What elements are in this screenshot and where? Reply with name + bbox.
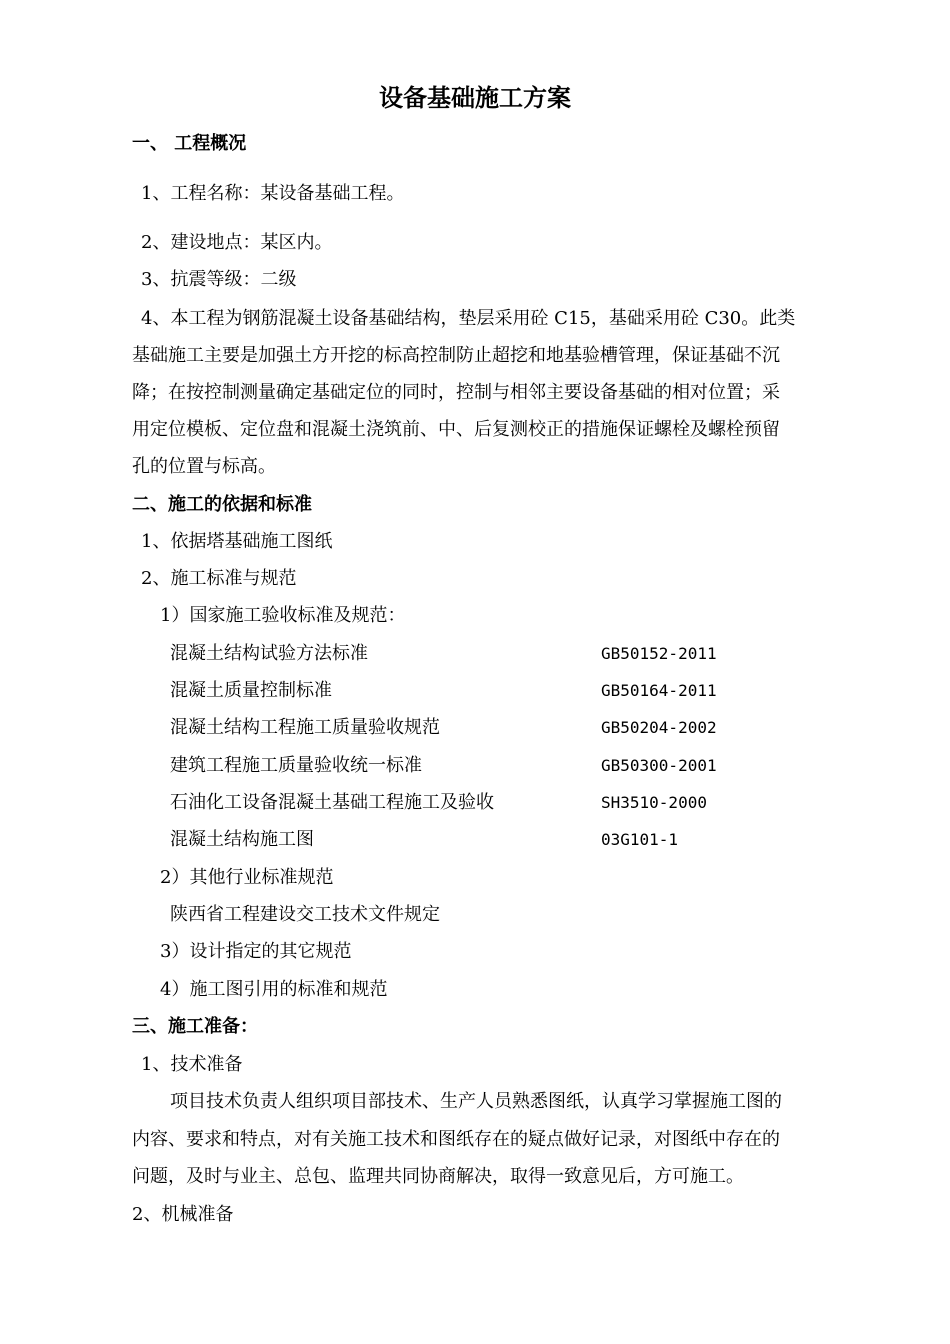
structure-description-line: 用定位模板、定位盘和混凝土浇筑前、中、后复测校正的措施保证螺栓及螺栓预留 <box>132 419 780 440</box>
standard-name: 混凝土结构试验方法标准 <box>170 643 368 664</box>
standard-name: 混凝土结构工程施工质量验收规范 <box>170 717 440 738</box>
construction-site-item: 2、建设地点：某区内。 <box>141 232 333 253</box>
section-3-heading: 三、施工准备： <box>132 1016 258 1037</box>
structure-description-line: 孔的位置与标高。 <box>132 456 276 477</box>
machinery-preparation-item: 2、机械准备 <box>132 1204 234 1225</box>
technical-preparation-paragraph-line: 项目技术负责人组织项目部技术、生产人员熟悉图纸，认真学习掌握施工图的 <box>170 1091 782 1112</box>
structure-description-line: 4、本工程为钢筋混凝土设备基础结构，垫层采用砼 C15，基础采用砼 C30。此类 <box>141 308 796 329</box>
standard-name: 混凝土结构施工图 <box>170 829 314 850</box>
standard-name: 石油化工设备混凝土基础工程施工及验收 <box>170 792 494 813</box>
standard-name: 混凝土质量控制标准 <box>170 680 332 701</box>
standard-name: 建筑工程施工质量验收统一标准 <box>170 755 422 776</box>
standard-code: SH3510-2000 <box>601 793 707 812</box>
technical-preparation-paragraph-line: 问题，及时与业主、总包、监理共同协商解决，取得一致意见后，方可施工。 <box>132 1166 744 1187</box>
national-standards-subheading: 1）国家施工验收标准及规范： <box>160 605 406 626</box>
standard-code: 03G101-1 <box>601 830 679 849</box>
technical-preparation-paragraph-line: 内容、要求和特点，对有关施工技术和图纸存在的疑点做好记录，对图纸中存在的 <box>132 1129 780 1150</box>
industry-standards-subheading: 2）其他行业标准规范 <box>160 867 334 888</box>
standard-code: GB50204-2002 <box>601 718 717 737</box>
drawing-referenced-standards-subheading: 4）施工图引用的标准和规范 <box>160 979 388 1000</box>
standard-code: GB50164-2011 <box>601 681 717 700</box>
structure-description-line: 基础施工主要是加强土方开挖的标高控制防止超挖和地基验槽管理，保证基础不沉 <box>132 345 780 366</box>
section-1-heading: 一、 工程概况 <box>132 133 247 154</box>
standards-item: 2、施工标准与规范 <box>141 568 297 589</box>
document-title: 设备基础施工方案 <box>379 83 571 112</box>
seismic-grade-item: 3、抗震等级：二级 <box>141 269 297 290</box>
design-specified-standards-subheading: 3）设计指定的其它规范 <box>160 941 352 962</box>
standard-code: GB50300-2001 <box>601 756 717 775</box>
section-2-heading: 二、施工的依据和标准 <box>132 494 312 515</box>
industry-standard-item: 陕西省工程建设交工技术文件规定 <box>170 904 440 925</box>
standard-code: GB50152-2011 <box>601 644 717 663</box>
basis-drawings-item: 1、依据塔基础施工图纸 <box>141 531 333 552</box>
structure-description-line: 降；在按控制测量确定基础定位的同时，控制与相邻主要设备基础的相对位置；采 <box>132 382 780 403</box>
technical-preparation-item: 1、技术准备 <box>141 1054 243 1075</box>
project-name-item: 1、工程名称：某设备基础工程。 <box>141 183 405 204</box>
